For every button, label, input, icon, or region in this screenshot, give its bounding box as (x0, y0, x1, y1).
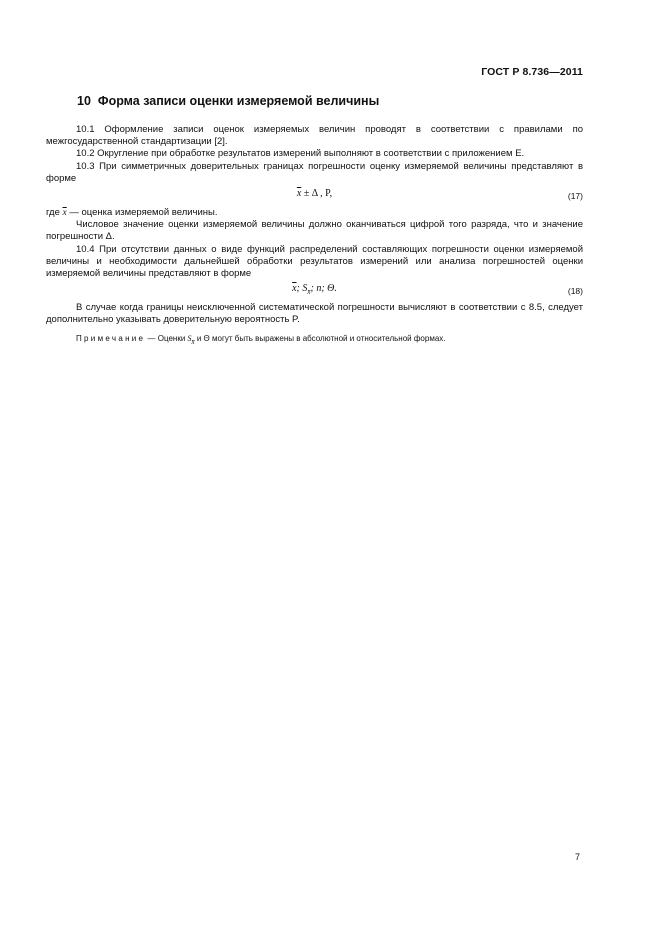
paragraph-numeric-value: Числовое значение оценки измеряемой величины должно оканчиваться цифрой того разряда, что и значение погрешности Δ. (46, 219, 583, 243)
formula-17-number: (17) (567, 191, 583, 202)
formula-17-xbar: $\overline{x}$ (296, 188, 302, 200)
formula-17-expression (46, 188, 583, 200)
paragraph-10-4: 10.4 При отсутствии данных о виде функций распределений составляющих погрешности оценки измеряемой величины и необходимости дальнейшей обработки результатов измерений или анализа погрешностей оценки измеряемой величины представляют в форме (46, 243, 583, 280)
formula-18-rest: ; n; Θ. (310, 283, 337, 295)
formula-17-rest: ± Δ , P, (301, 188, 333, 200)
section-title: Форма записи оценки измеряемой величины (97, 94, 380, 108)
formula-18-expression (46, 283, 583, 298)
note-dash: — Оценки (145, 333, 188, 343)
note-rest: и Θ могут быть выражены в абсолютной и относительной формах. (194, 333, 446, 343)
note-s: S (187, 333, 192, 343)
formula-17 (46, 185, 583, 207)
where-xbar: $\overline{x}$ (62, 208, 67, 219)
formula-18-number: (18) (567, 286, 583, 297)
paragraph-10-2: 10.2 Округление при обработке результатов измерений выполняют в соответствии с приложением Е. (76, 148, 525, 160)
formula-18 (46, 280, 583, 302)
paragraph-last: В случае когда границы неисключенной систематической погрешности вычисляют в соответствии с 8.5, следует дополнительно указывать доверительную вероятность P. (46, 302, 583, 326)
formula-18-s: ; S (296, 283, 308, 295)
paragraph-where (46, 207, 583, 219)
section-heading (77, 94, 379, 108)
section-body (46, 124, 583, 348)
document-code: ГОСТ Р 8.736—2011 (481, 66, 583, 78)
section-number: 10 (77, 94, 91, 108)
formula-18-xbar: $\overline{x}$ (292, 283, 297, 295)
note-subscript: x̄ (191, 337, 195, 346)
page-number: 7 (574, 852, 580, 862)
where-rest: — оценка измеряемой величины. (66, 207, 218, 219)
paragraph-10-3: 10.3 При симметричных доверительных границах погрешности оценку измеряемой величины представляют в форме (46, 160, 583, 184)
paragraph-10-1: 10.1 Оформление записи оценок измеряемых величин проводят в соответствии с правилами по межгосударственной стандартизации [2]. (46, 124, 583, 148)
note (46, 333, 583, 348)
where-prefix: где (46, 207, 60, 219)
formula-18-subscript: x̄ (307, 288, 311, 297)
note-label: Примечание (76, 333, 146, 343)
